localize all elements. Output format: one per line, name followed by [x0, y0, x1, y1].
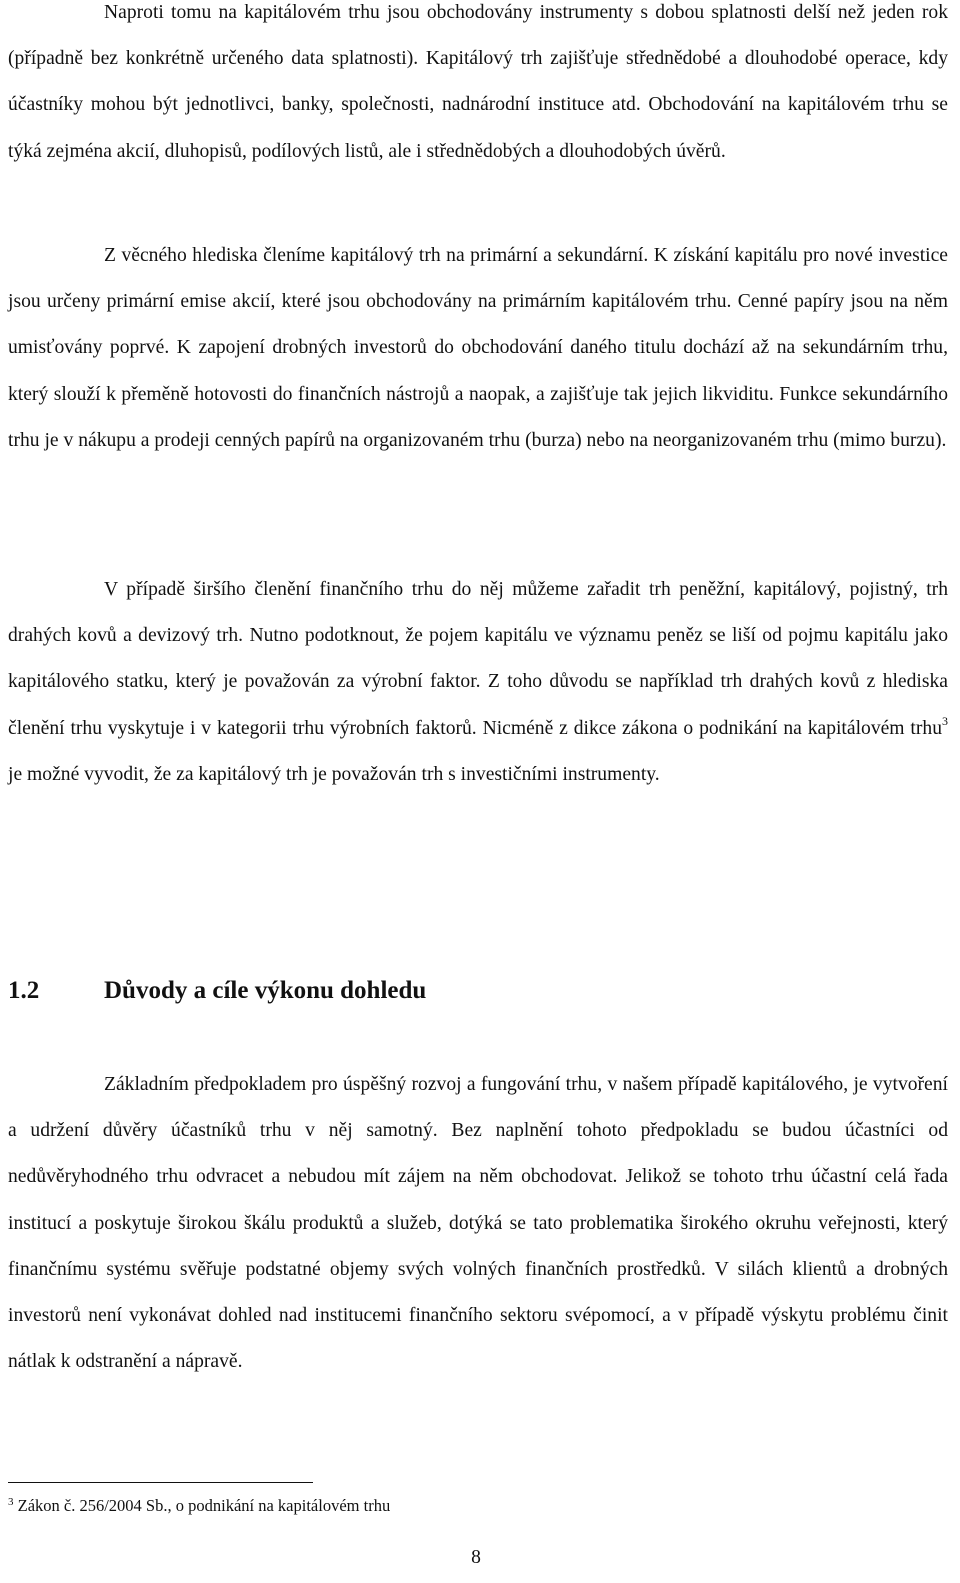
footnote-reference[interactable]: 3: [942, 713, 948, 728]
section-heading: [8, 968, 908, 1014]
footnote-separator: [8, 1482, 313, 1483]
paragraph-text-after-ref: je možné vyvodit, že za kapitálový trh je považován trh s investičními instrumenty.: [8, 763, 660, 785]
paragraph-primary-secondary: Z věcného hlediska členíme kapitálový trh na primární a sekundární. K získání kapitálu pro nové investice jsou určeny primární emise akcií, které jsou obchodovány na primárním kapitálovém trhu. Cenné papíry jsou na něm umisťovány poprvé. K zapojení drobných investorů do obchodování daného titulu dochází až na sekundárním trhu, který slouží k přeměně hotovosti do finančních nástrojů a naopak, a zajišťuje tak jejich likviditu. Funkce sekundárního trhu je v nákupu a prodeji cenných papírů na organizovaném trhu (burza) nebo na neorganizovaném trhu (mimo burzu).: [8, 245, 948, 451]
paragraph-text-before-ref: V případě širšího členění finančního trhu do něj můžeme zařadit trh peněžní, kapitálový, pojistný, trh drahých kovů a devizový trh. Nutno podotknout, že pojem kapitálu ve významu peněz se liší od pojmu kapitálu jako kapitálového statku, který je považován za výrobní faktor. Z toho důvodu se například trh drahých kovů z hlediska členění trhu vyskytuje i v kategorii trhu výrobních faktorů. Nicméně z dikce zákona o podnikání na kapitálovém trhu: [8, 579, 948, 739]
footnote: [8, 1494, 390, 1518]
paragraph-broader-division: [8, 567, 948, 798]
footnote-marker: 3: [8, 1496, 14, 1508]
paragraph-capital-market-intro: [8, 0, 948, 175]
section-title: Důvody a cíle výkonu dohledu: [104, 977, 427, 1004]
page-number: [0, 1544, 960, 1572]
paragraph-text: Naproti tomu na kapitálovém trhu jsou obchodovány instrumenty s dobou splatnosti delší než jeden rok (případně bez konkrétně určeného data splatnosti). Kapitálový trh zajišťuje střednědobé a dlouhodobé operace, kdy účastníky mohou být jednotlivci, banky, společnosti, nadnárodní instituce atd. Obchodování na kapitálovém trhu se týká zejména akcií, dluhopisů, podílových listů, ale i střednědobých a dlouhodobých úvěrů.: [8, 2, 948, 162]
page-number-text: 8: [471, 1547, 481, 1568]
section-number: 1.2: [8, 977, 40, 1004]
footnote-text: Zákon č. 256/2004 Sb., o podnikání na kapitálovém trhu: [13, 1496, 391, 1515]
paragraph-reasons-supervision: Základním předpokladem pro úspěšný rozvoj a fungování trhu, v našem případě kapitálového, je vytvoření a udržení důvěry účastníků trhu v něj samotný. Bez naplnění tohoto předpokladu se budou účastníci od nedůvěryhodného trhu odvracet a nebudou mít zájem na něm obchodovat. Jelikož se tohoto trhu účastní celá řada institucí a poskytuje širokou škálu produktů a služeb, dotýká se tato problematika širokého okruhu veřejnosti, který finančnímu systému svěřuje podstatné objemy svých volných finančních prostředků. V silách klientů a drobných investorů není vykonávat dohled nad institucemi finančního sektoru svépomocí, a v případě výskytu problému činit nátlak k odstranění a nápravě.: [8, 1074, 948, 1373]
